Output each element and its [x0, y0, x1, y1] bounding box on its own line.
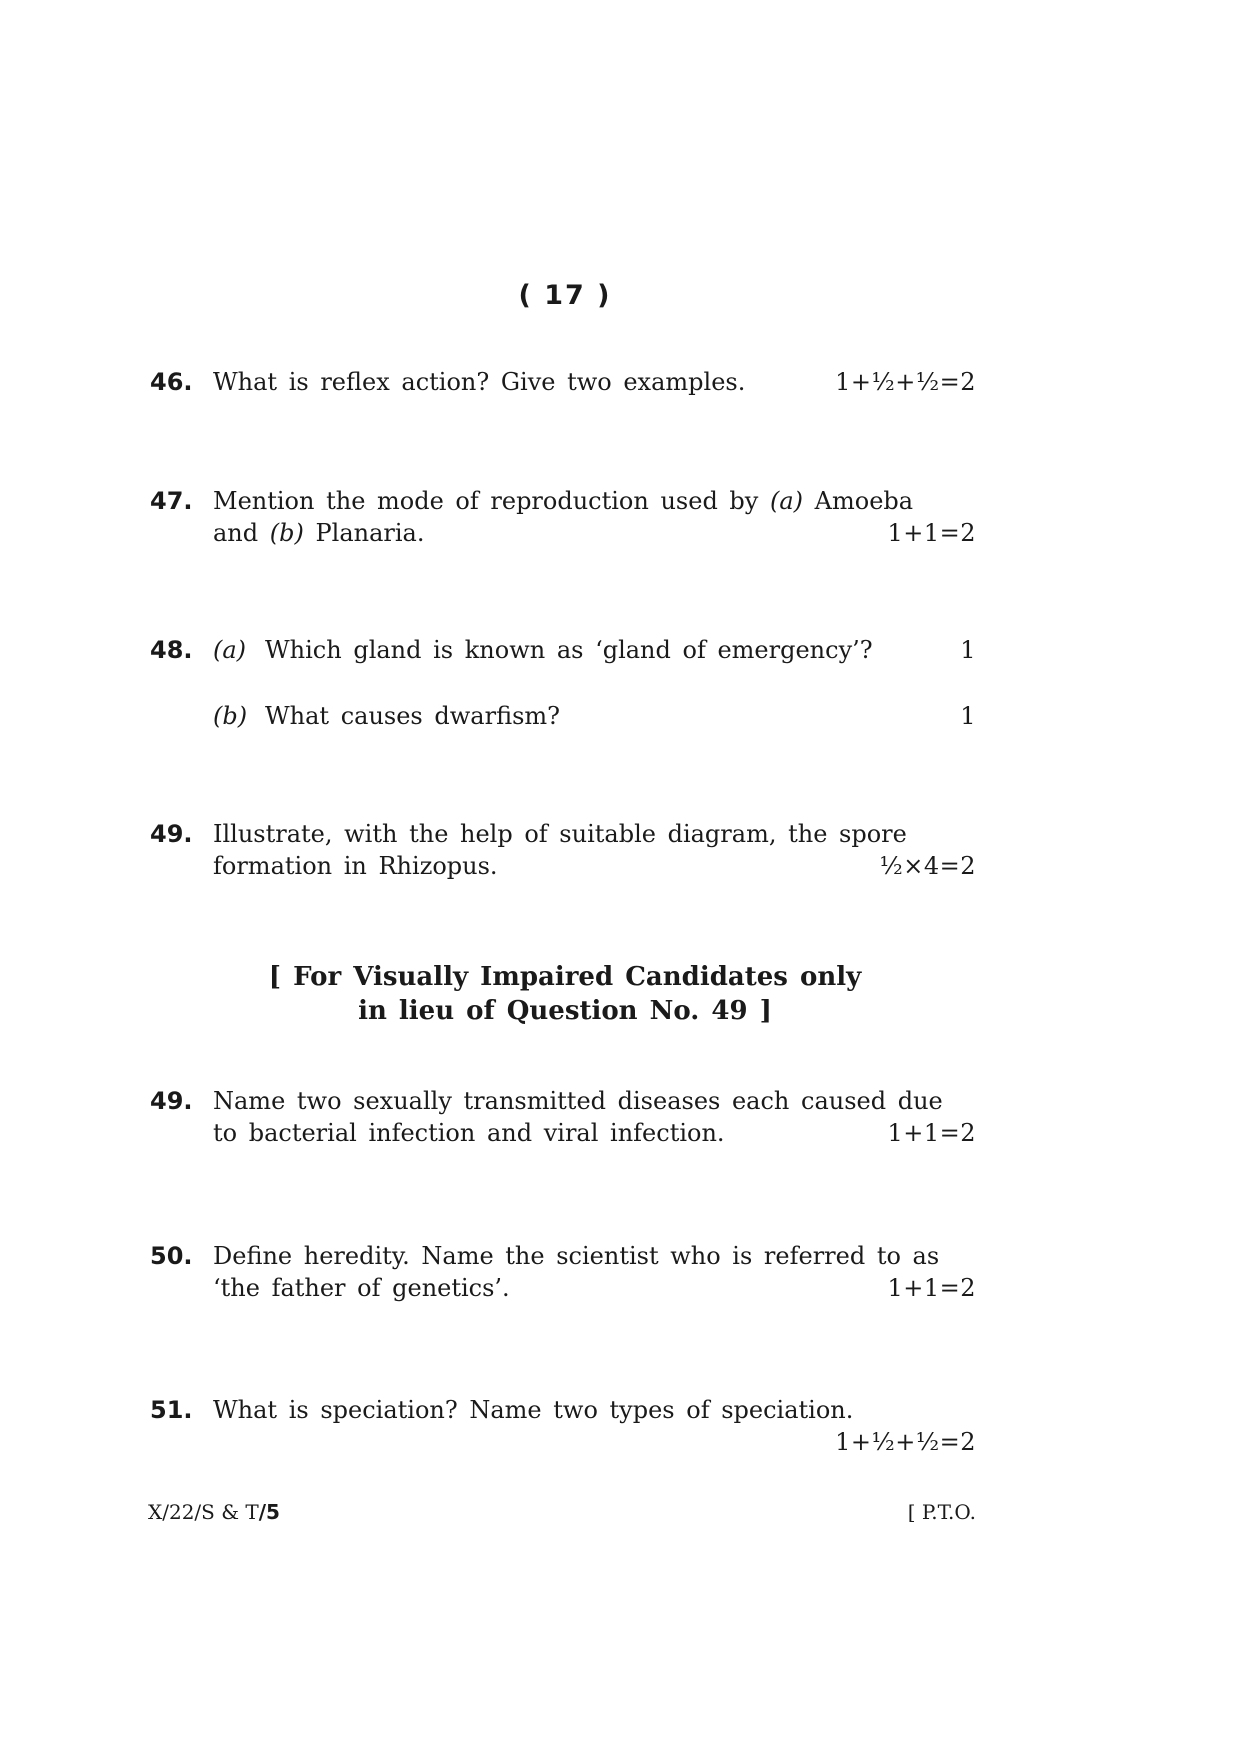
question-48 [150, 634, 976, 732]
visually-impaired-heading: [ For Visually Impaired Candidates only in lieu of Question No. 49 ] [268, 962, 862, 1026]
question-marks: 1+½+½=2 [835, 368, 976, 396]
question-text-line-1: Define heredity. Name the scientist who is referred to as [213, 1242, 940, 1270]
question-51 [150, 1394, 976, 1458]
sub-question-text: What causes dwarfism? [265, 702, 561, 730]
sub-question-label: (b) [213, 702, 248, 730]
question-marks: 1+1=2 [887, 1274, 976, 1302]
question-47 [150, 485, 976, 549]
question-marks: 1+1=2 [887, 519, 976, 547]
option-label-a: (a) [769, 487, 804, 515]
question-number: 50. [150, 1242, 193, 1270]
question-49-alternative [150, 1085, 976, 1149]
sub-question-a [213, 634, 976, 666]
question-number: 49. [150, 1087, 193, 1115]
question-text: What is speciation? Name two types of speciation. [213, 1396, 854, 1424]
question-46 [150, 366, 976, 398]
question-text-line-2: formation in Rhizopus. [213, 852, 498, 880]
question-number: 46. [150, 368, 193, 396]
question-number: 51. [150, 1396, 193, 1424]
sub-question-label: (a) [213, 636, 247, 664]
question-text-line-1: Mention the mode of reproduction used by (a) Amoeba [213, 487, 914, 515]
paper-code: X/22/S & T/5 [148, 1500, 280, 1524]
question-marks: 1 [960, 702, 976, 730]
question-marks: 1+½+½=2 [835, 1428, 976, 1456]
question-50 [150, 1240, 976, 1304]
page-number: ( 17 ) [518, 280, 612, 311]
question-marks: 1+1=2 [887, 1119, 976, 1147]
question-number: 49. [150, 820, 193, 848]
sub-question-text: Which gland is known as ‘gland of emergency’? [265, 636, 873, 664]
question-text-line-2: and (b) Planaria. [213, 519, 425, 547]
question-text-line-2: to bacterial infection and viral infection. [213, 1119, 725, 1147]
question-49 [150, 818, 976, 882]
option-label-b: (b) [269, 519, 304, 547]
pto-label: [ P.T.O. [907, 1500, 976, 1524]
question-text-line-2: ‘the father of genetics’. [213, 1274, 510, 1302]
question-marks: ½×4=2 [879, 852, 976, 880]
question-text: What is reflex action? Give two examples. [213, 368, 746, 396]
question-text-line-1: Illustrate, with the help of suitable diagram, the spore [213, 820, 907, 848]
sub-question-b [213, 700, 976, 732]
question-number: 48. [150, 636, 193, 664]
question-marks: 1 [960, 636, 976, 664]
question-number: 47. [150, 487, 193, 515]
question-text-line-1: Name two sexually transmitted diseases each caused due [213, 1087, 943, 1115]
